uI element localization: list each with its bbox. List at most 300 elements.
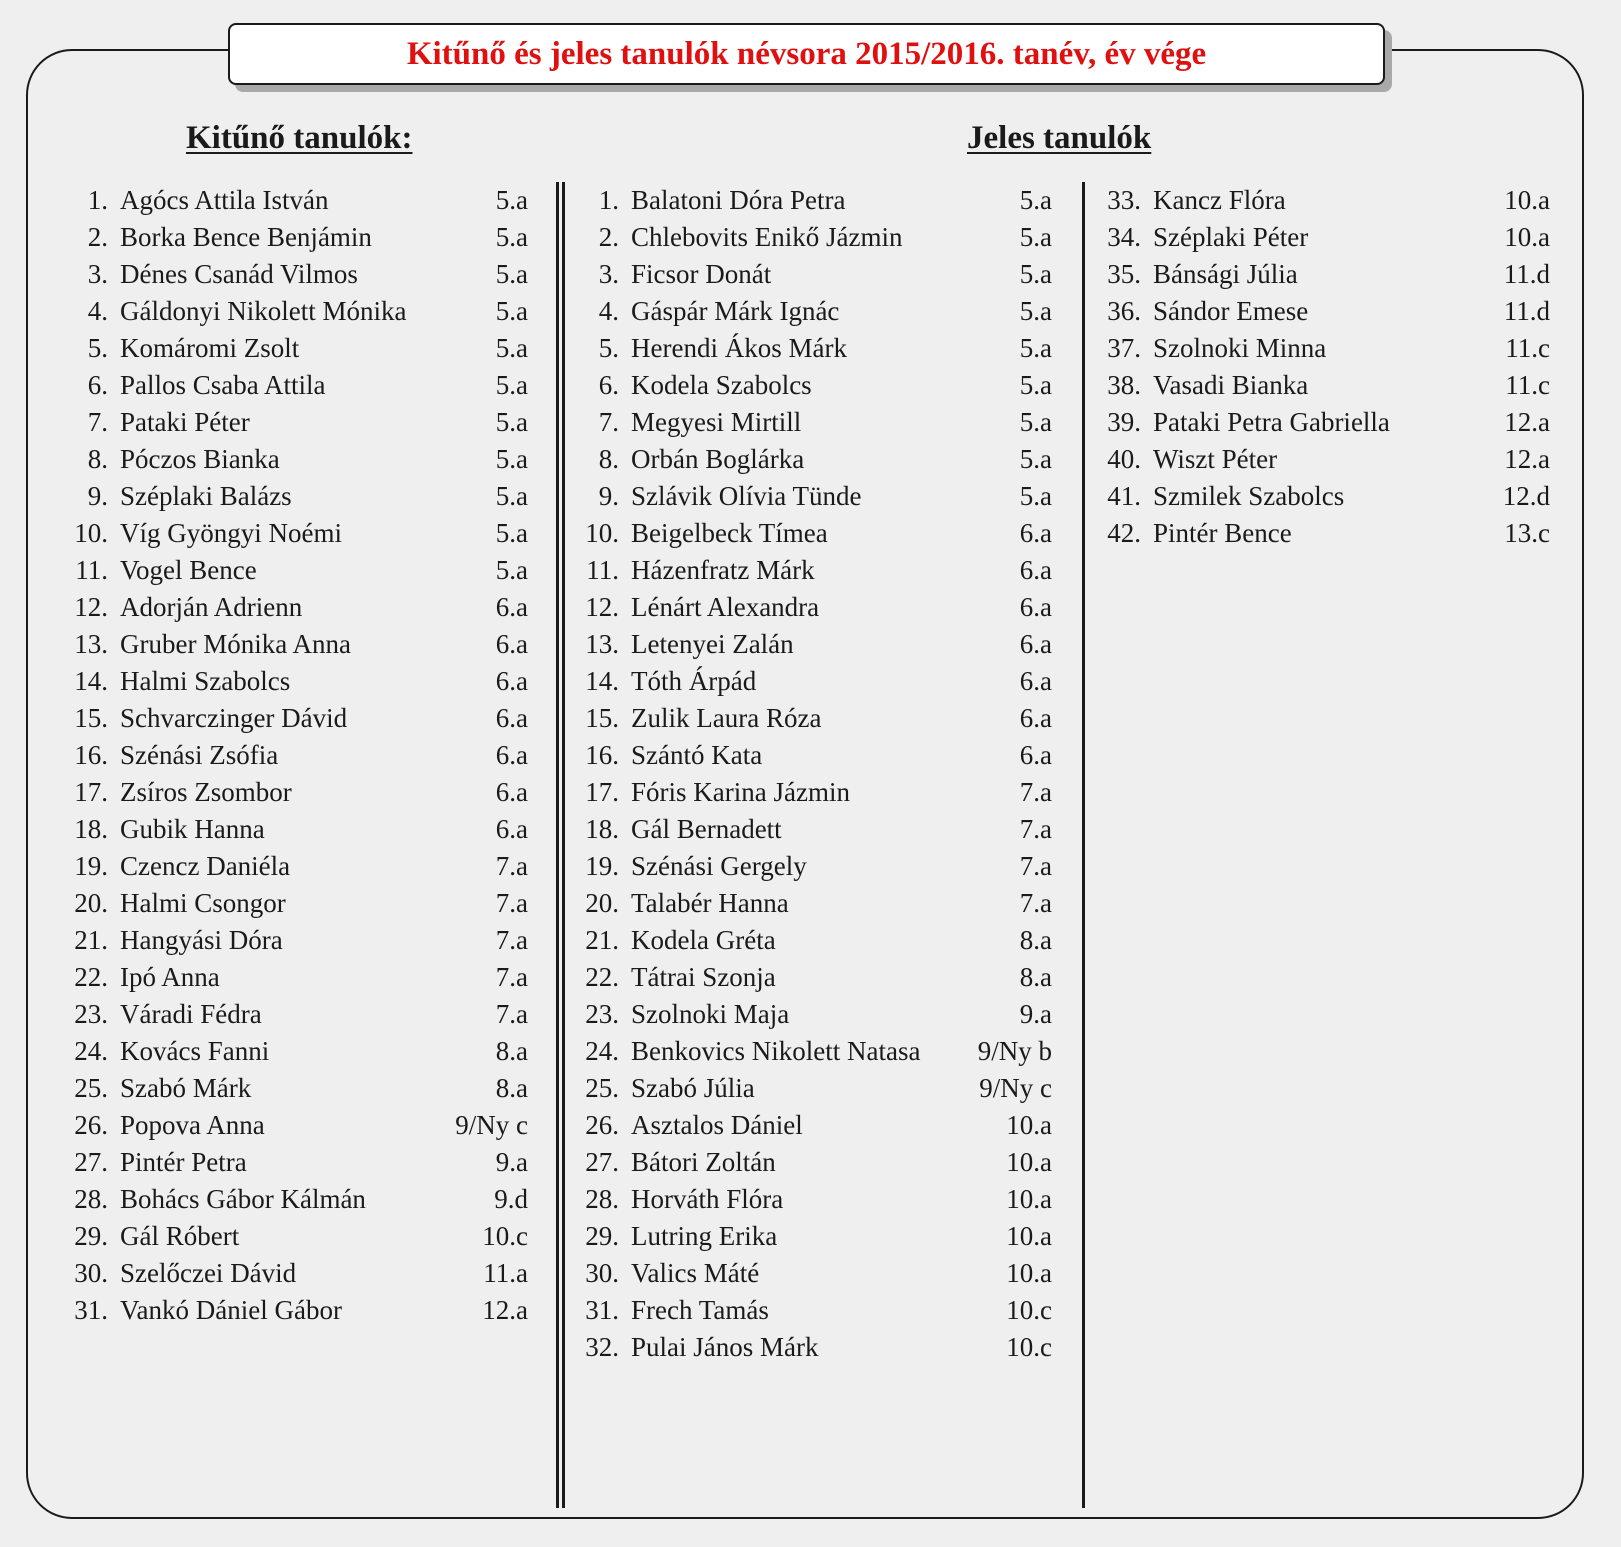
student-name: Gubik Hanna [120,814,265,844]
item-number: 38. [1107,370,1141,400]
list-item [575,1070,1052,1107]
list-item [1097,293,1550,330]
item-number: 12. [585,592,619,622]
list-item [575,922,1052,959]
class-label: 9.a [495,1147,528,1177]
list-item [1097,478,1550,515]
student-name: Vasadi Bianka [1153,370,1309,400]
class-label: 5.a [1019,407,1052,437]
student-name: Zsíros Zsombor [120,777,292,807]
class-label: 8.a [495,1036,528,1066]
class-label: 11.c [1505,333,1550,363]
class-label: 10.a [1006,1184,1052,1214]
student-name: Kodela Szabolcs [631,370,812,400]
class-label: 6.a [1019,518,1052,548]
student-name: Talabér Hanna [631,888,789,918]
jelesek-list-2 [1097,182,1550,552]
student-name: Ipó Anna [120,962,220,992]
item-number: 20. [585,888,619,918]
student-name: Szántó Kata [631,740,763,770]
item-number: 21. [585,925,619,955]
student-name: Szabó Márk [120,1073,252,1103]
list-item [575,848,1052,885]
item-number: 7. [87,407,108,437]
item-number: 28. [74,1184,108,1214]
item-number: 17. [74,777,108,807]
item-number: 42. [1107,518,1141,548]
class-label: 7.a [1019,814,1052,844]
item-number: 20. [74,888,108,918]
list-item [575,367,1052,404]
list-item [575,1218,1052,1255]
class-label: 6.a [495,592,528,622]
student-name: Dénes Csanád Vilmos [120,259,358,289]
class-label: 5.a [1019,481,1052,511]
class-label: 5.a [1019,259,1052,289]
item-number: 15. [74,703,108,733]
list-item [575,1144,1052,1181]
list-item [575,515,1052,552]
class-label: 5.a [495,185,528,215]
item-number: 30. [585,1258,619,1288]
class-label: 7.a [495,925,528,955]
list-item [1097,367,1550,404]
student-name: Zulik Laura Róza [631,703,822,733]
item-number: 5. [598,333,619,363]
class-label: 5.a [1019,296,1052,326]
list-item [64,441,528,478]
list-item [575,774,1052,811]
student-name: Vankó Dániel Gábor [120,1295,342,1325]
student-name: Szolnoki Maja [631,999,790,1029]
page-title: Kitűnő és jeles tanulók névsora 2015/2016. tanév, év vége [406,35,1207,72]
list-item [575,1292,1052,1329]
column-divider-double-b [562,182,565,1508]
student-name: Víg Gyöngyi Noémi [120,518,342,548]
item-number: 3. [87,259,108,289]
item-number: 8. [87,444,108,474]
list-item [575,404,1052,441]
list-item [64,1144,528,1181]
class-label: 6.a [495,777,528,807]
student-name: Popova Anna [120,1110,265,1140]
class-label: 6.a [495,629,528,659]
list-item [64,1292,528,1329]
student-name: Gruber Mónika Anna [120,629,351,659]
item-number: 7. [598,407,619,437]
student-name: Lutring Erika [631,1221,778,1251]
item-number: 29. [74,1221,108,1251]
list-item [575,1107,1052,1144]
student-name: Szlávik Olívia Tünde [631,481,862,511]
jelesek-heading: Jeles tanulók [967,120,1152,156]
class-label: 5.a [495,333,528,363]
list-item [64,552,528,589]
list-item [64,626,528,663]
list-item [1097,404,1550,441]
item-number: 9. [598,481,619,511]
list-item [575,1255,1052,1292]
list-item [575,1329,1052,1366]
class-label: 5.a [1019,185,1052,215]
class-label: 7.a [495,851,528,881]
student-name: Lénárt Alexandra [631,592,820,622]
class-label: 6.a [1019,740,1052,770]
list-item [575,996,1052,1033]
class-label: 7.a [1019,851,1052,881]
list-item [575,959,1052,996]
list-item [575,293,1052,330]
class-label: 10.c [482,1221,528,1251]
list-item [64,1181,528,1218]
class-label: 6.a [1019,592,1052,622]
item-number: 13. [74,629,108,659]
class-label: 7.a [495,888,528,918]
list-item [64,959,528,996]
item-number: 8. [598,444,619,474]
class-label: 7.a [1019,777,1052,807]
class-label: 8.a [495,1073,528,1103]
title-box [228,23,1385,85]
student-name: Gál Bernadett [631,814,782,844]
list-item [64,774,528,811]
student-name: Széplaki Balázs [120,481,292,511]
class-label: 5.a [495,222,528,252]
list-item [64,367,528,404]
list-item [64,996,528,1033]
item-number: 24. [74,1036,108,1066]
item-number: 6. [87,370,108,400]
class-label: 10.a [1504,185,1550,215]
class-label: 6.a [1019,666,1052,696]
student-name: Házenfratz Márk [631,555,815,585]
class-label: 9.d [494,1184,528,1214]
item-number: 11. [75,555,108,585]
class-label: 9/Ny c [455,1110,528,1140]
item-number: 10. [585,518,619,548]
student-name: Sándor Emese [1153,296,1309,326]
item-number: 22. [74,962,108,992]
list-item [575,441,1052,478]
student-name: Szénási Zsófia [120,740,279,770]
list-item [1097,330,1550,367]
class-label: 10.c [1006,1332,1052,1362]
class-label: 11.a [483,1258,528,1288]
item-number: 24. [585,1036,619,1066]
list-item [64,330,528,367]
item-number: 6. [598,370,619,400]
class-label: 5.a [495,259,528,289]
student-name: Pataki Petra Gabriella [1153,407,1390,437]
list-item [64,811,528,848]
list-item [64,1107,528,1144]
student-name: Bátori Zoltán [631,1147,776,1177]
student-name: Tóth Árpád [631,666,757,696]
class-label: 5.a [495,296,528,326]
item-number: 18. [585,814,619,844]
item-number: 30. [74,1258,108,1288]
class-label: 6.a [495,740,528,770]
student-name: Fóris Karina Jázmin [631,777,850,807]
class-label: 6.a [1019,629,1052,659]
list-item [64,478,528,515]
list-item [64,589,528,626]
class-label: 5.a [1019,370,1052,400]
item-number: 23. [585,999,619,1029]
item-number: 25. [74,1073,108,1103]
item-number: 23. [74,999,108,1029]
class-label: 10.a [1504,222,1550,252]
list-item [575,182,1052,219]
list-item [64,293,528,330]
student-name: Póczos Bianka [120,444,280,474]
list-item [1097,441,1550,478]
class-label: 7.a [495,999,528,1029]
item-number: 26. [585,1110,619,1140]
item-number: 33. [1107,185,1141,215]
item-number: 18. [74,814,108,844]
list-item [1097,182,1550,219]
list-item [575,663,1052,700]
student-name: Wiszt Péter [1153,444,1278,474]
class-label: 6.a [1019,703,1052,733]
class-label: 10.a [1006,1147,1052,1177]
student-name: Czencz Daniéla [120,851,291,881]
item-number: 4. [87,296,108,326]
list-item [575,330,1052,367]
student-name: Gál Róbert [120,1221,240,1251]
item-number: 2. [598,222,619,252]
student-name: Váradi Fédra [120,999,262,1029]
student-name: Chlebovits Enikő Jázmin [631,222,903,252]
student-name: Szmilek Szabolcs [1153,481,1345,511]
student-name: Beigelbeck Tímea [631,518,828,548]
student-name: Adorján Adrienn [120,592,303,622]
list-item [575,1181,1052,1218]
class-label: 5.a [1019,333,1052,363]
list-item [575,478,1052,515]
item-number: 1. [598,185,619,215]
item-number: 5. [87,333,108,363]
item-number: 1. [87,185,108,215]
list-item [64,663,528,700]
list-item [64,885,528,922]
student-name: Szelőczei Dávid [120,1258,297,1288]
class-label: 9/Ny c [979,1073,1052,1103]
kitunok-heading: Kitűnő tanulók: [186,120,413,156]
student-name: Agócs Attila István [120,185,329,215]
class-label: 11.d [1503,259,1550,289]
student-name: Herendi Ákos Márk [631,333,847,363]
item-number: 39. [1107,407,1141,437]
list-item [64,1218,528,1255]
list-item [1097,256,1550,293]
item-number: 41. [1107,481,1141,511]
student-name: Kovács Fanni [120,1036,270,1066]
student-name: Halmi Csongor [120,888,286,918]
jelesek-list-1 [575,182,1052,1366]
class-label: 10.a [1006,1258,1052,1288]
item-number: 3. [598,259,619,289]
student-name: Frech Tamás [631,1295,769,1325]
item-number: 2. [87,222,108,252]
student-name: Szolnoki Minna [1153,333,1327,363]
item-number: 9. [87,481,108,511]
item-number: 17. [585,777,619,807]
item-number: 35. [1107,259,1141,289]
list-item [575,219,1052,256]
class-label: 12.d [1502,481,1550,511]
student-name: Szabó Júlia [631,1073,755,1103]
list-item [64,1033,528,1070]
student-name: Pallos Csaba Attila [120,370,326,400]
list-item [64,1070,528,1107]
class-label: 10.a [1006,1110,1052,1140]
list-item [575,626,1052,663]
class-label: 5.a [495,370,528,400]
list-item [64,182,528,219]
class-label: 11.c [1505,370,1550,400]
class-label: 5.a [1019,444,1052,474]
student-name: Tátrai Szonja [631,962,776,992]
student-name: Kodela Gréta [631,925,776,955]
item-number: 12. [74,592,108,622]
student-name: Gáldonyi Nikolett Mónika [120,296,407,326]
list-item [64,1255,528,1292]
item-number: 11. [586,555,619,585]
student-name: Kancz Flóra [1153,185,1286,215]
class-label: 5.a [1019,222,1052,252]
item-number: 13. [585,629,619,659]
list-item [575,256,1052,293]
student-name: Pintér Bence [1153,518,1292,548]
class-label: 8.a [1019,925,1052,955]
list-item [1097,219,1550,256]
item-number: 15. [585,703,619,733]
student-name: Komáromi Zsolt [120,333,300,363]
student-name: Letenyei Zalán [631,629,794,659]
list-item [64,737,528,774]
item-number: 14. [585,666,619,696]
student-name: Szénási Gergely [631,851,807,881]
student-name: Vogel Bence [120,555,257,585]
list-item [64,256,528,293]
item-number: 37. [1107,333,1141,363]
class-label: 12.a [1504,407,1550,437]
item-number: 21. [74,925,108,955]
student-name: Schvarczinger Dávid [120,703,348,733]
class-label: 7.a [495,962,528,992]
class-label: 6.a [495,703,528,733]
kitunok-list [64,182,528,1329]
student-name: Széplaki Péter [1153,222,1309,252]
item-number: 22. [585,962,619,992]
item-number: 31. [74,1295,108,1325]
item-number: 32. [585,1332,619,1362]
student-name: Orbán Boglárka [631,444,805,474]
student-name: Pulai János Márk [631,1332,819,1362]
student-name: Megyesi Mirtill [631,407,802,437]
class-label: 10.c [1006,1295,1052,1325]
student-name: Ficsor Donát [631,259,772,289]
list-item [64,404,528,441]
item-number: 26. [74,1110,108,1140]
student-name: Pataki Péter [120,407,250,437]
student-name: Gáspár Márk Ignác [631,296,840,326]
class-label: 6.a [495,666,528,696]
student-name: Borka Bence Benjámin [120,222,372,252]
student-name: Balatoni Dóra Petra [631,185,846,215]
item-number: 14. [74,666,108,696]
item-number: 25. [585,1073,619,1103]
item-number: 27. [585,1147,619,1177]
student-name: Pintér Petra [120,1147,247,1177]
student-name: Hangyási Dóra [120,925,283,955]
item-number: 10. [74,518,108,548]
class-label: 6.a [495,814,528,844]
item-number: 16. [585,740,619,770]
item-number: 31. [585,1295,619,1325]
class-label: 10.a [1006,1221,1052,1251]
list-item [64,848,528,885]
class-label: 9/Ny b [977,1036,1052,1066]
class-label: 9.a [1019,999,1052,1029]
list-item [575,700,1052,737]
list-item [64,219,528,256]
class-label: 11.d [1503,296,1550,326]
student-name: Benkovics Nikolett Natasa [631,1036,921,1066]
class-label: 5.a [495,555,528,585]
list-item [575,885,1052,922]
item-number: 28. [585,1184,619,1214]
item-number: 16. [74,740,108,770]
class-label: 5.a [495,481,528,511]
class-label: 5.a [495,518,528,548]
class-label: 12.a [1504,444,1550,474]
list-item [575,552,1052,589]
class-label: 8.a [1019,962,1052,992]
column-divider-double-a [556,182,559,1508]
student-name: Bánsági Júlia [1153,259,1298,289]
list-item [575,1033,1052,1070]
list-item [575,737,1052,774]
item-number: 29. [585,1221,619,1251]
class-label: 5.a [495,407,528,437]
list-item [64,515,528,552]
class-label: 6.a [1019,555,1052,585]
class-label: 5.a [495,444,528,474]
student-name: Bohács Gábor Kálmán [120,1184,366,1214]
column-divider [1082,182,1085,1508]
item-number: 27. [74,1147,108,1177]
student-name: Halmi Szabolcs [120,666,291,696]
item-number: 19. [74,851,108,881]
student-name: Asztalos Dániel [631,1110,803,1140]
item-number: 34. [1107,222,1141,252]
student-name: Horváth Flóra [631,1184,784,1214]
list-item [1097,515,1550,552]
item-number: 40. [1107,444,1141,474]
list-item [575,589,1052,626]
item-number: 19. [585,851,619,881]
class-label: 12.a [482,1295,528,1325]
item-number: 36. [1107,296,1141,326]
class-label: 13.c [1504,518,1550,548]
list-item [64,922,528,959]
item-number: 4. [598,296,619,326]
list-item [64,700,528,737]
class-label: 7.a [1019,888,1052,918]
